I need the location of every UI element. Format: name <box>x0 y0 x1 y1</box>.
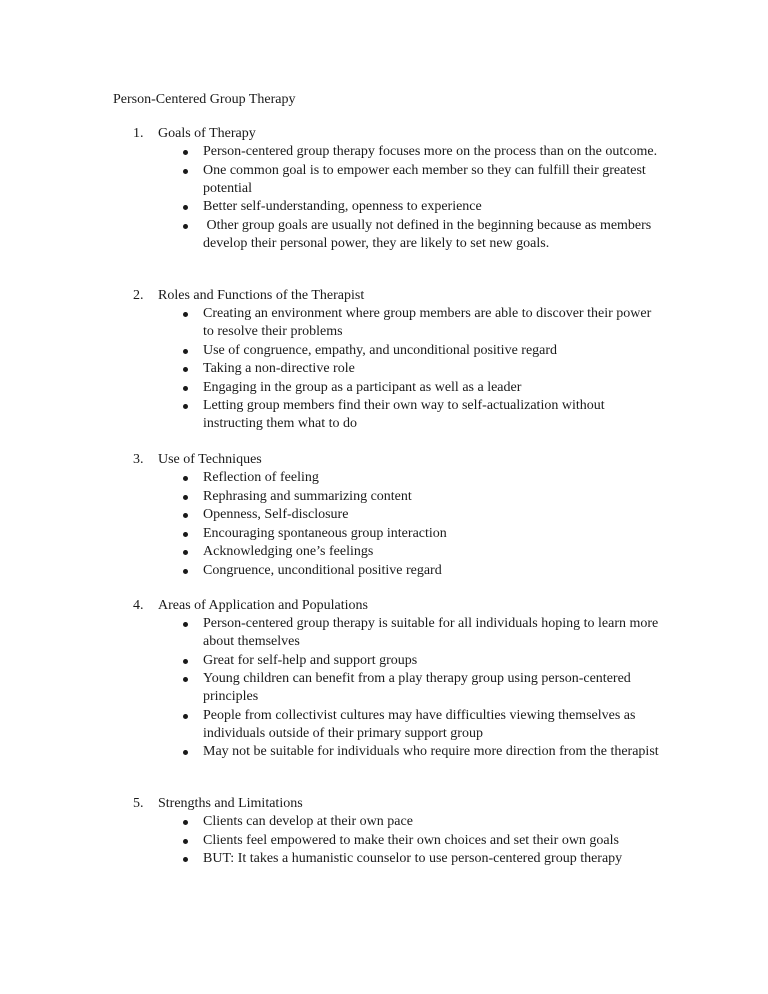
section-title: Areas of Application and Populations <box>158 598 368 613</box>
section-heading <box>133 597 368 615</box>
list-item-text: Clients can develop at their own pace <box>203 814 413 829</box>
list-item <box>183 379 663 397</box>
list-item <box>183 305 663 341</box>
bullet-list <box>183 143 663 253</box>
list-item-text: Openness, Self-disclosure <box>203 507 349 522</box>
list-item-text: Great for self-help and support groups <box>203 652 418 668</box>
section-number: 2. <box>133 288 144 303</box>
bullet-icon <box>183 714 188 719</box>
list-item <box>183 543 663 561</box>
list-item-text: Encouraging spontaneous group interaction <box>203 525 447 541</box>
list-item-text: Clients feel empowered to make their own choices and set their own goals <box>203 832 619 848</box>
bullet-icon <box>183 224 188 229</box>
list-item-text: Congruence, unconditional positive regard <box>203 562 442 578</box>
section-heading <box>133 125 256 143</box>
bullet-icon <box>183 569 188 574</box>
list-item <box>183 143 663 161</box>
list-item-text: Letting group members find their own way to self-actualization without instructing them what to do <box>203 398 605 431</box>
list-item <box>183 652 663 670</box>
bullet-icon <box>183 367 188 372</box>
list-item-text: Person-centered group therapy focuses more on the process than on the outcome. <box>203 144 658 159</box>
list-item <box>183 198 663 216</box>
bullet-icon <box>183 550 188 555</box>
bullet-icon <box>183 677 188 682</box>
list-item <box>183 360 663 378</box>
list-item-text: Taking a non-directive role <box>203 361 355 376</box>
list-item <box>183 707 663 743</box>
section-heading <box>133 287 364 305</box>
bullet-icon <box>183 169 188 174</box>
section-heading <box>133 795 303 813</box>
section-number: 5. <box>133 796 144 811</box>
list-item-text: Engaging in the group as a participant as well as a leader <box>203 379 522 395</box>
list-item-text: One common goal is to empower each member so they can fulfill their greatest potential <box>203 162 646 196</box>
list-item <box>183 397 663 433</box>
bullet-icon <box>183 532 188 537</box>
bullet-icon <box>183 513 188 518</box>
bullet-list <box>183 615 663 762</box>
list-item-text: Creating an environment where group members are able to discover their power to resolve their problems <box>203 306 652 339</box>
bullet-icon <box>183 349 188 354</box>
list-item <box>183 832 663 850</box>
list-item-text: BUT: It takes a humanistic counselor to use person-centered group therapy <box>203 851 623 866</box>
section-title: Use of Techniques <box>158 452 262 467</box>
list-item-text: Young children can benefit from a play therapy group using person-centered principles <box>203 671 631 704</box>
section-title: Strengths and Limitations <box>158 796 303 811</box>
bullet-icon <box>183 820 188 825</box>
bullet-icon <box>183 857 188 862</box>
list-item <box>183 217 663 253</box>
bullet-icon <box>183 622 188 627</box>
bullet-icon <box>183 839 188 844</box>
list-item <box>183 342 663 360</box>
list-item-text: Use of congruence, empathy, and unconditional positive regard <box>203 342 558 358</box>
bullet-list <box>183 813 663 869</box>
list-item <box>183 506 663 524</box>
bullet-icon <box>183 495 188 500</box>
section-number: 4. <box>133 598 144 613</box>
list-item-text: Rephrasing and summarizing content <box>203 488 412 504</box>
list-item <box>183 469 663 487</box>
list-item-text: Better self-understanding, openness to experience <box>203 199 482 214</box>
list-item <box>183 743 663 761</box>
list-item <box>183 562 663 580</box>
bullet-icon <box>183 476 188 481</box>
document-title: Person-Centered Group Therapy <box>113 92 296 107</box>
bullet-list <box>183 305 663 434</box>
list-item-text: Other group goals are usually not defined in the beginning because as members develop their personal power, they are likely to set new goals. <box>203 217 655 251</box>
section-number: 1. <box>133 126 144 141</box>
bullet-icon <box>183 750 188 755</box>
list-item-text: People from collectivist cultures may have difficulties viewing themselves as individuals outside of their primary support group <box>203 707 636 741</box>
list-item-text: Acknowledging one’s feelings <box>203 544 374 559</box>
section-number: 3. <box>133 452 144 467</box>
bullet-icon <box>183 150 188 155</box>
list-item <box>183 162 663 198</box>
list-item <box>183 525 663 543</box>
bullet-icon <box>183 404 188 409</box>
bullet-icon <box>183 312 188 317</box>
list-item <box>183 670 663 706</box>
list-item <box>183 813 663 831</box>
list-item <box>183 850 663 868</box>
bullet-icon <box>183 205 188 210</box>
bullet-icon <box>183 386 188 391</box>
list-item <box>183 615 663 651</box>
list-item-text: May not be suitable for individuals who require more direction from the therapist <box>203 744 659 759</box>
list-item-text: Person-centered group therapy is suitable for all individuals hoping to learn more about themselves <box>203 616 659 649</box>
section-title: Roles and Functions of the Therapist <box>158 288 365 303</box>
section-title: Goals of Therapy <box>158 126 256 141</box>
list-item <box>183 488 663 506</box>
list-item-text: Reflection of feeling <box>203 470 319 485</box>
bullet-icon <box>183 659 188 664</box>
section-heading <box>133 451 262 469</box>
bullet-list <box>183 469 663 580</box>
